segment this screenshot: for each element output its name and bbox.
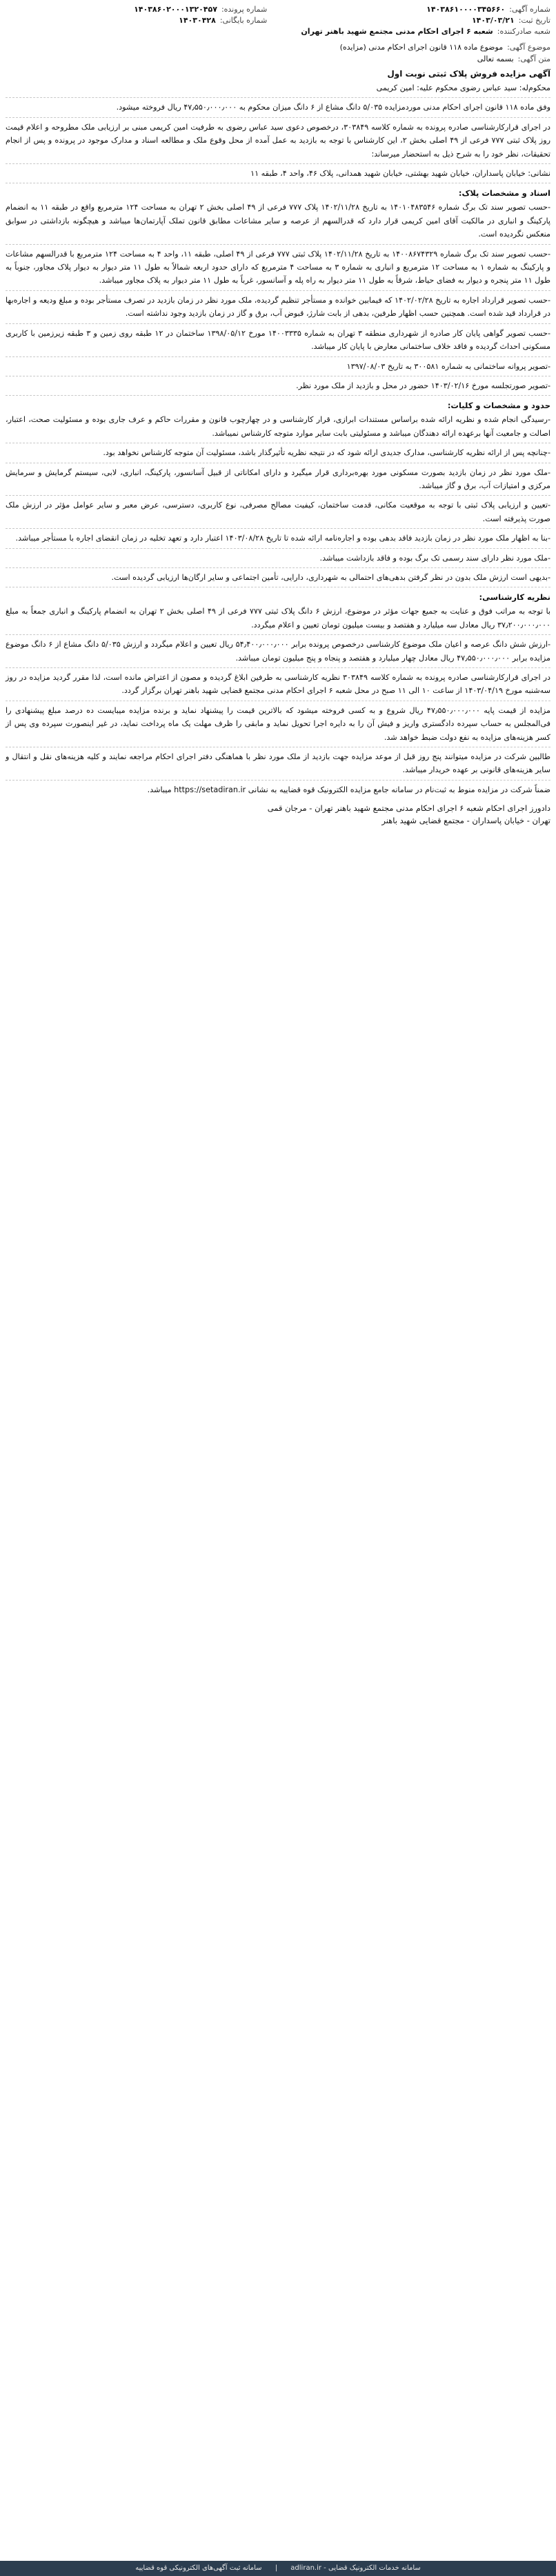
- paragraph: -حسب تصویر سند تک برگ شماره ۱۴۰۱۰۴۸۳۵۴۶ به تاریخ ۱۴۰۲/۱۱/۲۸ پلاک ۷۷۷ فرعی از ۴۹ اصلی بخش ۲ تهران به مساحت ۱۲۴ مترمربع واقع در طبقه ۱۱ به انضمام پارکینگ و انباری در مالکیت آقای امین کریمی قرار دارد که قدرالسهم از عرصه و سایر مشاعات مطابق قانون تملک آپارتمان‌ها میباشد و هیچگونه بازداشتی در سوابق منعکس نگردیده است.: [6, 201, 550, 244]
- footer-left-text: سامانه ثبت آگهی‌های الکترونیکی قوه قضاییه: [135, 2564, 262, 2572]
- footer-right-text: سامانه خدمات الکترونیک قضایی - adliran.ir: [290, 2564, 421, 2572]
- paragraph: طالبین شرکت در مزایده میتوانند پنج روز قبل از موعد مزایده جهت بازدید از ملک مورد نظر با هماهنگی دفتر اجرای احکام مراجعه نمایند و کلیه هزینه‌های نقل و انتقال و سایر هزینه‌های قانونی بر عهده خریدار میباشد.: [6, 750, 550, 781]
- notice-body: [6, 81, 550, 799]
- paragraph: -چنانچه پس از ارائه نظریه کارشناسی، مدارک جدیدی ارائه شود که در نتیجه نظریه تأثیرگذار باشد، مسئولیت آن متوجه کارشناس نخواهد بود.: [6, 446, 550, 463]
- paragraph: -رسیدگی انجام شده و نظریه ارائه شده براساس مستندات ابرازی، قرار کارشناسی و در چهارچوب قانون و مقررات حاکم و عرف جاری بوده و مسئولیت صحت، اعتبار، اصالت و جامعیت آنها برعهده ارائه دهندگان میباشد و مسئولیتی بابت سایر موارد متوجه کارشناس نمیباشد.: [6, 413, 550, 443]
- archive-number-label: شماره بایگانی:: [219, 16, 268, 25]
- paragraph: -حسب تصویر سند تک برگ شماره ۱۴۰۰۸۶۷۴۳۲۹ به تاریخ ۱۴۰۲/۱۱/۲۸ پلاک ثبتی ۷۷۷ فرعی از ۴۹ اصلی، طبقه ۱۱، واحد ۴ به مساحت ۱۲۴ مترمربع با قدرالسهم مشاعات و پارکینگ به شماره ۱ به مساحت ۱۲ مترمربع و انباری به شماره ۳ به مساحت ۴ مترمربع که دارای حدود اربعه شمالاً به طول ۱۱ متر دیوار به دیوار پلاک مجاور، جنوباً به طول ۱۱ متر پنجره و دیوار به فضای حیاط، شرقاً به طول ۱۱ متر دیوار به راه پله و آسانسور، غرباً به طول ۱۱ متر دیوار به پلاک مجاور میباشد.: [6, 248, 550, 291]
- paragraph: -تصویر پروانه ساختمانی به شماره ۳۰۰۵۸۱ به تاریخ ۱۳۹۷/۰۸/۰۳: [6, 360, 550, 376]
- registration-date-label: تاریخ ثبت:: [518, 16, 550, 25]
- paragraph: نشانی: خیابان پاسداران، خیابان شهید بهشتی، خیابان شهید همدانی، پلاک ۴۶، واحد ۴، طبقه ۱۱: [6, 167, 550, 183]
- paragraph: -بدیهی است ارزش ملک بدون در نظر گرفتن بدهی‌های احتمالی به شهرداری، دارایی، تأمین اجتماعی و سایر ارگان‌ها ارزیابی گردیده است.: [6, 571, 550, 587]
- subject-row: [6, 41, 550, 53]
- subject-label: موضوع آگهی:: [507, 43, 550, 52]
- paragraph: با توجه به مراتب فوق و عنایت به جمیع جهات مؤثر در موضوع، ارزش ۶ دانگ پلاک ثبتی ۷۷۷ فرعی از ۴۹ اصلی بخش ۲ تهران به انضمام پارکینگ و انباری جمعاً به مبلغ ۳۷٫۲۰۰٫۰۰۰٫۰۰۰ ریال معادل سه میلیارد و هفتصد و بیست میلیون تومان تعیین و اعلام میگردد.: [6, 605, 550, 635]
- paragraph: ضمناً شرکت در مزایده منوط به ثبت‌نام در سامانه جامع مزایده الکترونیک قوه قضاییه به نشانی https://setadiran.ir میباشد.: [147, 785, 550, 794]
- registration-date-value: ۱۴۰۳/۰۳/۲۱: [471, 16, 515, 25]
- header-field: [289, 26, 550, 37]
- subject-value: موضوع ماده ۱۱۸ قانون اجرای احکام مدنی (مزایده): [339, 43, 504, 52]
- paragraph: -ملک مورد نظر دارای سند رسمی تک برگ بوده و فاقد بازداشت میباشد.: [6, 552, 550, 568]
- footer-separator: |: [275, 2564, 278, 2572]
- signature-address: تهران - خیابان پاسداران - مجتمع قضایی شهید باهنر: [381, 816, 550, 826]
- notice-title: آگهی مزایده فروش پلاک ثبتی نوبت اول: [387, 69, 550, 79]
- page-footer: [0, 2561, 556, 2576]
- header-field: [6, 15, 267, 26]
- paragraph: -بنا به اظهار ملک مورد نظر در زمان بازدید فاقد بدهی بوده و اجاره‌نامه ارائه شده تا تاریخ ۱۴۰۳/۰۸/۲۸ اعتبار دارد و تعهد تخلیه در زمان انقضای اجاره با مستأجر میباشد.: [6, 532, 550, 548]
- paragraph: -تصویر صورتجلسه مورخ ۱۴۰۳/۰۲/۱۶ حضور در محل و بازدید از ملک مورد نظر.: [6, 379, 550, 396]
- paragraph: محکوم‌له: سید عباس رضوی محکوم علیه: امین کریمی: [6, 81, 550, 98]
- notice-number-value: ۱۴۰۳۸۶۱۰۰۰۰۳۴۵۶۶۰: [426, 5, 506, 14]
- paragraph: در اجرای قرارکارشناسی صادره پرونده به شماره کلاسه ۳۰۳۸۴۹ نظریه کارشناسی به طرفین ابلاغ گردیده و مصون از اعتراض مانده است، لذا مقرر گردید مزایده در روز سه‌شنبه مورخ ۱۴۰۳/۰۴/۱۹ از ساعت ۱۰ الی ۱۱ صبح در محل شعبه ۶ اجرای احکام مدنی مجتمع قضایی شهید باهنر تهران برگزار گردد.: [6, 671, 550, 701]
- header-left: [6, 4, 267, 37]
- section-heading: نظریه کارشناسی:: [479, 592, 550, 603]
- paragraph: -تعیین و ارزیابی پلاک ثبتی با توجه به موقعیت مکانی، قدمت ساختمان، کیفیت مصالح مصرفی، نوع کاربری، دسترسی، عرض معبر و سایر عوامل مؤثر در ارزش ملک صورت پذیرفته است.: [6, 499, 550, 529]
- paragraph: -ارزش شش دانگ عرصه و اعیان ملک موضوع کارشناسی درخصوص پرونده برابر ۵۴٫۴۰۰٫۰۰۰٫۰۰۰ ریال تعیین و اعلام میگردد و ارزش ۵/۰۳۵ دانگ مشاع از ۶ دانگ موضوع مزایده برابر ۴۷٫۵۵۰٫۰۰۰٫۰۰۰ ریال معادل چهار میلیارد و هفتصد و پنجاه و پنج میلیون تومان میباشد.: [6, 638, 550, 668]
- notice-header: [6, 4, 550, 37]
- signature-block: [6, 802, 550, 827]
- text-value: بسمه تعالی: [477, 54, 514, 63]
- section-heading: اسناد و مشخصات پلاک:: [458, 188, 550, 199]
- paragraph: -حسب تصویر قرارداد اجاره به تاریخ ۱۴۰۲/۰۲/۲۸ که فیمابین خوانده و مستأجر تنظیم گردیده، ملک مورد نظر در زمان بازدید در تصرف مستأجر بوده و مبلغ ودیعه و اجاره‌بها در قرارداد قید شده است. همچنین حسب اظهار طرفین، بدهی از بابت شارژ، قبوض آب، برق و گاز در زمان بازدید وجود نداشته است.: [6, 294, 550, 324]
- case-number-label: شماره پرونده:: [221, 5, 268, 14]
- signature-officer: دادورز اجرای احکام شعبه ۶ اجرای احکام مدنی مجتمع شهید باهنر تهران - مرجان قمی: [267, 803, 550, 814]
- issuing-branch-label: شعبه صادرکننده:: [497, 27, 550, 36]
- header-right: [289, 4, 550, 37]
- archive-number-value: ۱۴۰۳۰۴۲۸: [179, 16, 216, 25]
- paragraph: مزایده از قیمت پایه ۴۷٫۵۵۰٫۰۰۰٫۰۰۰ ریال شروع و به کسی فروخته میشود که بالاترین قیمت را پیشنهاد نماید و برنده مزایده میبایست ده درصد مبلغ پیشنهادی را فی‌المجلس به حساب سپرده دادگستری واریز و فیش آن را به دایره اجرا تحویل نماید و مابقی را ظرف مهلت یک ماه پرداخت نماید، در غیر اینصورت سپرده وی پس از کسر هزینه‌های مزایده به نفع دولت ضبط خواهد شد.: [6, 704, 550, 747]
- header-field: [6, 4, 267, 15]
- header-field: [289, 4, 550, 15]
- case-number-value: ۱۴۰۳۸۶۰۲۰۰۰۱۳۲۰۴۵۷: [134, 5, 217, 14]
- section-heading: حدود و مشخصات و کلیات:: [447, 401, 550, 411]
- paragraph: -ملک مورد نظر در زمان بازدید بصورت مسکونی مورد بهره‌برداری قرار میگیرد و دارای امکاناتی از قبیل آسانسور، پارکینگ، انباری، لابی، سیستم گرمایش و سرمایش مرکزی و امتیازات آب، برق و گاز میباشد.: [6, 466, 550, 496]
- notice-meta: [6, 41, 550, 65]
- paragraph: -حسب تصویر گواهی پایان کار صادره از شهرداری منطقه ۳ تهران به شماره ۱۴۰۰۳۳۳۵ مورخ ۱۳۹۸/۰۵/۱۲ ساختمان در ۱۲ طبقه روی زمین و ۳ طبقه زیرزمین با کاربری مسکونی احداث گردیده و فاقد خلاف ساختمانی معارض با پایان کار میباشد.: [6, 327, 550, 357]
- paragraph: در اجرای قرارکارشناسی صادره پرونده به شماره کلاسه ۳۰۳۸۴۹، درخصوص دعوی سید عباس رضوی به طرفیت امین کریمی مبنی بر ارزیابی ملک مطروحه و اعلام قیمت روز پلاک ثبتی ۷۷۷ فرعی از ۴۹ اصلی بخش ۲، این کارشناس با توجه به بازدید به عمل آمده از محل وقوع ملک و مطالعه اسناد و مدارک موجود در پرونده و پس از انجام تحقیقات، نظر خود را به شرح ذیل به استحضار میرساند:: [6, 121, 550, 164]
- text-label: متن آگهی:: [517, 54, 550, 63]
- notice-number-label: شماره آگهی:: [509, 5, 550, 14]
- header-field: [289, 15, 550, 26]
- paragraph: وفق ماده ۱۱۸ قانون اجرای احکام مدنی موردمزایده ۵/۰۳۵ دانگ مشاع از ۶ دانگ میزان محکوم به ۴۷٫۵۵۰٫۰۰۰٫۰۰۰ ریال فروخته میشود.: [6, 101, 550, 117]
- text-row: [6, 53, 550, 65]
- issuing-branch-value: شعبه ۶ اجرای احکام مدنی مجتمع شهید باهنر تهران: [301, 27, 493, 36]
